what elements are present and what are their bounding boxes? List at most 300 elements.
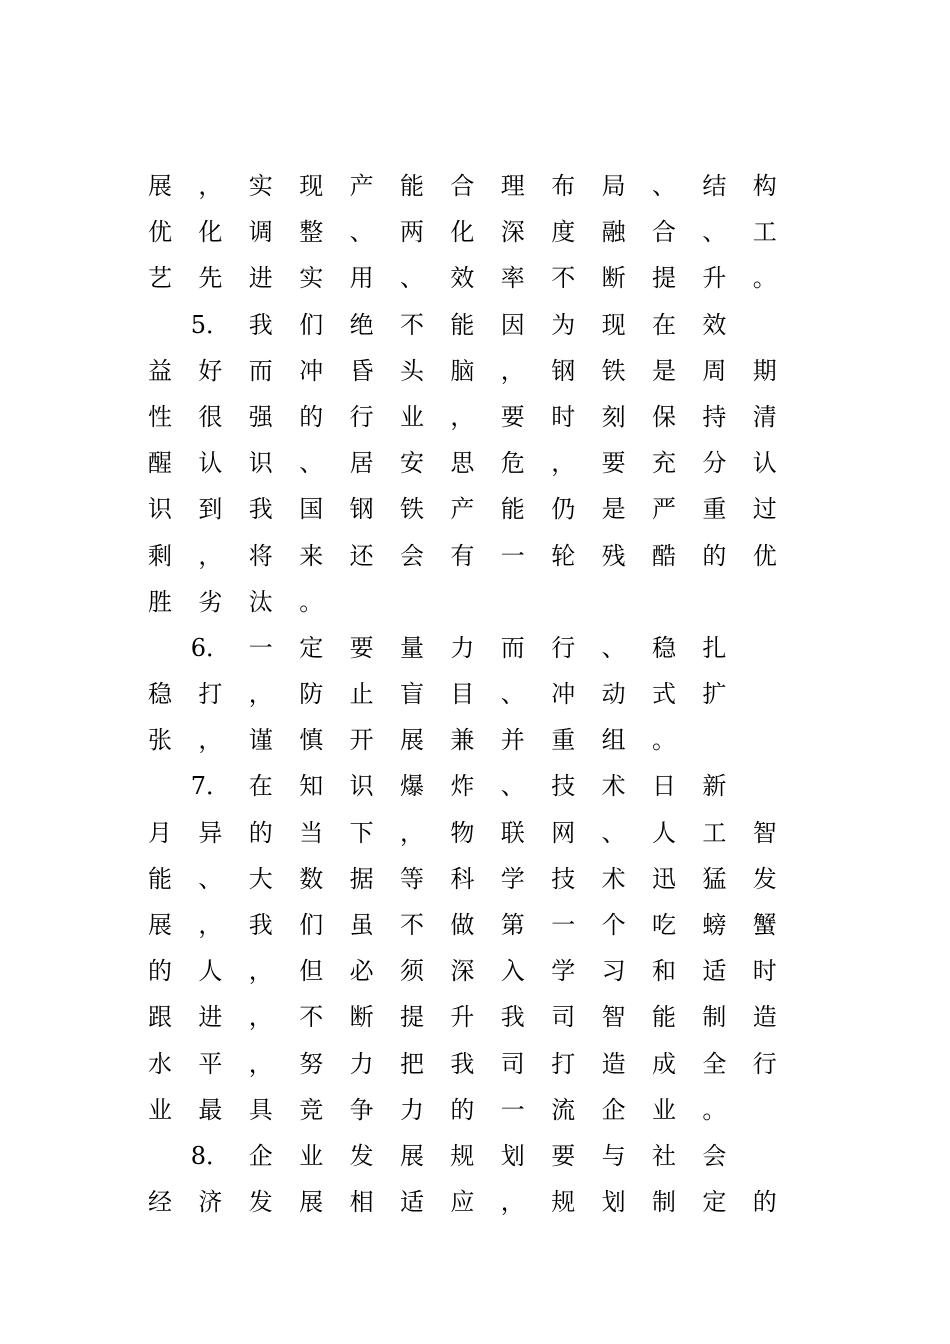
- text-char: 工: [752, 218, 777, 247]
- text-char: 钢: [349, 495, 374, 524]
- text-char: 7．: [190, 772, 231, 801]
- text-char: 、: [400, 264, 424, 293]
- text-char: 局: [601, 172, 626, 200]
- text-char: 个: [601, 911, 626, 939]
- text-char: 联: [500, 818, 525, 847]
- text-char: 必: [349, 957, 374, 986]
- text-char: 展: [400, 1141, 424, 1170]
- text-char: 效: [450, 264, 475, 293]
- text-char: ，: [500, 356, 525, 385]
- text-char: 要: [601, 449, 626, 478]
- text-char: 胜: [148, 587, 172, 616]
- text-char: 相: [349, 1188, 374, 1217]
- text-char: 张: [148, 726, 172, 755]
- text-line: [0, 394, 950, 440]
- text-char: 慎: [299, 726, 324, 755]
- text-char: 数: [299, 864, 324, 893]
- text-char: 不: [299, 1003, 324, 1032]
- text-char: 优: [148, 218, 172, 247]
- text-char: 不: [400, 911, 424, 939]
- text-char: ，: [248, 1049, 273, 1078]
- body-text: [0, 163, 950, 1225]
- text-line: [0, 209, 950, 255]
- text-line: [0, 1133, 950, 1179]
- text-char: 司: [551, 1003, 576, 1032]
- text-char: 很: [198, 402, 223, 431]
- text-char: 充: [652, 449, 676, 478]
- text-char: 到: [198, 495, 223, 524]
- text-char: 与: [601, 1141, 626, 1170]
- text-char: 新: [702, 772, 727, 801]
- text-char: 展: [148, 172, 172, 200]
- text-char: 网: [551, 818, 576, 847]
- text-char: 术: [601, 864, 626, 893]
- text-char: 业: [148, 1095, 172, 1124]
- text-char: 据: [349, 864, 374, 893]
- text-char: 因: [500, 310, 525, 339]
- text-line: [0, 994, 950, 1040]
- text-char: 社: [652, 1141, 676, 1170]
- text-char: 。: [652, 726, 676, 755]
- text-char: 率: [500, 264, 525, 293]
- text-char: 调: [248, 218, 273, 247]
- text-char: 目: [450, 680, 475, 709]
- text-char: 划: [601, 1188, 626, 1217]
- text-char: ，: [248, 957, 273, 986]
- text-char: 、: [652, 172, 676, 200]
- text-char: 过: [752, 495, 777, 524]
- text-char: 强: [248, 402, 273, 431]
- text-char: 制: [652, 1188, 676, 1217]
- text-line: [0, 348, 950, 394]
- text-char: 第: [500, 911, 525, 939]
- text-char: 而: [248, 356, 273, 385]
- text-char: 。: [299, 587, 324, 616]
- text-char: 残: [601, 541, 626, 570]
- text-char: 科: [450, 864, 475, 893]
- text-char: 进: [248, 264, 273, 293]
- text-char: 定: [702, 1188, 727, 1217]
- text-char: 好: [198, 356, 223, 385]
- text-char: 能: [652, 1003, 676, 1032]
- text-char: 产: [450, 495, 475, 524]
- text-char: 们: [299, 310, 324, 339]
- text-line: [0, 1179, 950, 1225]
- text-char: 提: [400, 1003, 424, 1032]
- text-char: 展: [299, 1188, 324, 1217]
- text-char: ，: [450, 402, 475, 431]
- text-char: 不: [400, 310, 424, 339]
- text-char: 学: [500, 864, 525, 893]
- text-char: 要: [349, 633, 374, 662]
- text-char: 合: [652, 218, 676, 247]
- text-char: 造: [752, 1003, 777, 1032]
- text-char: 两: [400, 218, 424, 247]
- text-line: [0, 255, 950, 301]
- text-char: 行: [752, 1049, 777, 1078]
- text-char: 的: [248, 818, 273, 847]
- text-char: 深: [500, 218, 525, 247]
- text-char: 最: [198, 1095, 223, 1124]
- text-char: 日: [652, 772, 676, 801]
- text-char: 、: [702, 218, 727, 247]
- text-char: 8．: [190, 1141, 231, 1170]
- text-char: 升: [702, 264, 727, 293]
- text-char: 在: [652, 310, 676, 339]
- text-char: 提: [652, 264, 676, 293]
- text-char: 效: [702, 310, 727, 339]
- text-char: 、: [349, 218, 374, 247]
- text-char: 、: [500, 772, 525, 801]
- text-char: ，: [500, 1188, 525, 1217]
- text-char: 打: [198, 680, 223, 709]
- text-char: 、: [500, 680, 525, 709]
- text-char: 合: [450, 172, 475, 200]
- text-char: 炸: [450, 772, 475, 801]
- text-char: 的: [450, 1095, 475, 1124]
- text-char: 止: [349, 680, 374, 709]
- text-line: [0, 579, 950, 625]
- text-char: 异: [198, 818, 223, 847]
- text-char: 式: [652, 680, 676, 709]
- text-char: 有: [450, 541, 475, 570]
- text-char: 布: [551, 172, 576, 200]
- text-char: 认: [752, 449, 777, 478]
- text-char: 钢: [551, 356, 576, 385]
- text-line: [0, 533, 950, 579]
- text-char: 能: [148, 864, 172, 893]
- text-char: 思: [450, 449, 475, 478]
- text-char: 要: [551, 1141, 576, 1170]
- text-char: 保: [652, 402, 676, 431]
- text-char: 我: [248, 495, 273, 524]
- text-char: 不: [551, 264, 576, 293]
- text-char: 清: [752, 402, 777, 431]
- text-char: 力: [349, 1049, 374, 1078]
- text-line: [0, 625, 950, 671]
- text-char: 猛: [702, 864, 727, 893]
- text-char: 时: [752, 957, 777, 986]
- text-char: 当: [299, 818, 324, 847]
- text-char: ，: [198, 911, 223, 939]
- text-char: 安: [400, 449, 424, 478]
- text-line: [0, 1087, 950, 1133]
- text-char: 劣: [198, 587, 223, 616]
- text-char: 行: [551, 633, 576, 662]
- text-char: 组: [601, 726, 626, 755]
- text-char: 跟: [148, 1003, 172, 1032]
- text-line: [0, 856, 950, 902]
- text-char: 、: [299, 449, 324, 478]
- text-char: 司: [500, 1049, 525, 1078]
- text-char: 大: [248, 864, 273, 893]
- text-char: 经: [148, 1188, 172, 1217]
- text-char: 艺: [148, 264, 172, 293]
- text-char: 识: [248, 449, 273, 478]
- text-char: 冲: [551, 680, 576, 709]
- text-char: 严: [652, 495, 676, 524]
- text-line: [0, 902, 950, 948]
- text-char: ，: [198, 541, 223, 570]
- text-line: [0, 440, 950, 486]
- text-char: 益: [148, 356, 172, 385]
- text-char: 融: [601, 218, 626, 247]
- text-char: 醒: [148, 449, 172, 478]
- text-char: 打: [551, 1049, 576, 1078]
- text-char: 剩: [148, 541, 172, 570]
- text-char: 产: [349, 172, 374, 200]
- text-char: 成: [652, 1049, 676, 1078]
- text-char: 是: [652, 356, 676, 385]
- text-char: 期: [752, 356, 777, 385]
- text-char: 进: [198, 1003, 223, 1032]
- text-line: [0, 486, 950, 532]
- text-char: 人: [652, 818, 676, 847]
- text-char: 吃: [652, 911, 676, 939]
- text-char: 爆: [400, 772, 424, 801]
- text-char: 业: [299, 1141, 324, 1170]
- text-char: 会: [400, 541, 424, 570]
- text-char: 结: [702, 172, 727, 200]
- text-char: 现: [299, 172, 324, 200]
- text-char: ，: [400, 818, 424, 847]
- text-char: 业: [652, 1095, 676, 1124]
- text-char: 能: [500, 495, 525, 524]
- text-char: 稳: [652, 633, 676, 662]
- text-char: 铁: [601, 356, 626, 385]
- text-char: 技: [551, 772, 576, 801]
- text-char: 技: [551, 864, 576, 893]
- text-char: 须: [400, 957, 424, 986]
- text-char: 5．: [190, 310, 231, 339]
- text-char: 刻: [601, 402, 626, 431]
- text-char: 用: [349, 264, 374, 293]
- text-char: 并: [500, 726, 525, 755]
- text-line: [0, 717, 950, 763]
- text-char: 一: [500, 541, 525, 570]
- text-char: 业: [400, 402, 424, 431]
- text-char: 规: [450, 1141, 475, 1170]
- text-char: ，: [551, 449, 576, 478]
- text-char: 蟹: [752, 911, 777, 939]
- text-char: 发: [349, 1141, 374, 1170]
- text-char: 具: [248, 1095, 273, 1124]
- text-char: 全: [702, 1049, 727, 1078]
- text-char: 适: [702, 957, 727, 986]
- text-char: 防: [299, 680, 324, 709]
- text-char: 知: [299, 772, 324, 801]
- text-char: 整: [299, 218, 324, 247]
- text-char: 、: [601, 818, 626, 847]
- text-char: 水: [148, 1049, 172, 1078]
- text-char: 化: [198, 218, 223, 247]
- text-line: [0, 810, 950, 856]
- text-char: 头: [400, 356, 424, 385]
- text-char: 酷: [652, 541, 676, 570]
- text-char: 工: [702, 818, 727, 847]
- text-char: 虽: [349, 911, 374, 939]
- text-char: 定: [299, 633, 324, 662]
- text-char: 周: [702, 356, 727, 385]
- text-char: 重: [551, 726, 576, 755]
- text-char: 智: [601, 1003, 626, 1032]
- text-char: 平: [198, 1049, 223, 1078]
- text-char: 先: [198, 264, 223, 293]
- text-char: 汰: [248, 587, 273, 616]
- text-char: 盲: [400, 680, 424, 709]
- text-char: 展: [148, 911, 172, 939]
- text-char: 流: [551, 1095, 576, 1124]
- text-line: [0, 763, 950, 809]
- text-char: 发: [248, 1188, 273, 1217]
- text-char: 和: [652, 957, 676, 986]
- text-line: [0, 948, 950, 994]
- text-char: 能: [450, 310, 475, 339]
- text-char: 铁: [400, 495, 424, 524]
- text-char: 一: [248, 633, 273, 662]
- text-char: 分: [702, 449, 727, 478]
- text-char: 力: [400, 1095, 424, 1124]
- text-char: 性: [148, 402, 172, 431]
- text-char: ，: [248, 1003, 273, 1032]
- text-char: 月: [148, 818, 172, 847]
- text-char: 物: [450, 818, 475, 847]
- text-line: [0, 671, 950, 717]
- text-char: 扎: [702, 633, 727, 662]
- text-char: 术: [601, 772, 626, 801]
- text-char: 、: [198, 864, 223, 893]
- text-char: 的: [702, 541, 727, 570]
- text-line: [0, 1041, 950, 1087]
- text-char: 我: [248, 911, 273, 939]
- text-char: 应: [450, 1188, 475, 1217]
- text-char: 划: [500, 1141, 525, 1170]
- text-char: 们: [299, 911, 324, 939]
- text-char: 现: [601, 310, 626, 339]
- text-char: 理: [500, 172, 525, 200]
- text-char: 习: [601, 957, 626, 986]
- text-char: 扩: [702, 680, 727, 709]
- text-char: ，: [198, 172, 223, 200]
- text-char: 济: [198, 1188, 223, 1217]
- text-char: 动: [601, 680, 626, 709]
- text-char: ，: [198, 726, 223, 755]
- text-char: 一: [551, 911, 576, 939]
- text-char: 迅: [652, 864, 676, 893]
- text-char: 断: [601, 264, 626, 293]
- text-char: 争: [349, 1095, 374, 1124]
- text-char: 行: [349, 402, 374, 431]
- text-char: 企: [248, 1141, 273, 1170]
- text-char: 。: [752, 264, 777, 293]
- text-char: 兼: [450, 726, 475, 755]
- text-char: 展: [400, 726, 424, 755]
- text-char: 谨: [248, 726, 273, 755]
- text-char: 危: [500, 449, 525, 478]
- text-char: 我: [248, 310, 273, 339]
- text-char: 制: [702, 1003, 727, 1032]
- text-char: 努: [299, 1049, 324, 1078]
- text-char: 螃: [702, 911, 727, 939]
- text-char: 时: [551, 402, 576, 431]
- text-char: 还: [349, 541, 374, 570]
- text-char: 。: [702, 1095, 727, 1124]
- text-char: 一: [500, 1095, 525, 1124]
- text-char: 重: [702, 495, 727, 524]
- text-char: 稳: [148, 680, 172, 709]
- text-char: 适: [400, 1188, 424, 1217]
- text-char: 要: [500, 402, 525, 431]
- text-char: 是: [601, 495, 626, 524]
- text-char: 深: [450, 957, 475, 986]
- text-char: 企: [601, 1095, 626, 1124]
- text-char: 竞: [299, 1095, 324, 1124]
- text-char: ，: [248, 680, 273, 709]
- text-char: 将: [248, 541, 273, 570]
- text-char: 我: [450, 1049, 475, 1078]
- text-char: 在: [248, 772, 273, 801]
- text-char: 仍: [551, 495, 576, 524]
- text-char: 升: [450, 1003, 475, 1032]
- text-char: 发: [752, 864, 777, 893]
- text-line: [0, 302, 950, 348]
- text-char: 造: [601, 1049, 626, 1078]
- text-char: 下: [349, 818, 374, 847]
- text-char: 优: [752, 541, 777, 570]
- text-char: 学: [551, 957, 576, 986]
- text-char: 轮: [551, 541, 576, 570]
- text-char: 识: [349, 772, 374, 801]
- text-char: 识: [148, 495, 172, 524]
- text-char: 但: [299, 957, 324, 986]
- text-char: 认: [198, 449, 223, 478]
- text-line: [0, 163, 950, 209]
- text-char: 6．: [190, 633, 231, 662]
- text-char: 来: [299, 541, 324, 570]
- text-char: 的: [299, 402, 324, 431]
- text-char: 人: [198, 957, 223, 986]
- text-char: 断: [349, 1003, 374, 1032]
- text-char: 为: [551, 310, 576, 339]
- text-char: 规: [551, 1188, 576, 1217]
- text-char: 、: [601, 633, 626, 662]
- text-char: 把: [400, 1049, 424, 1078]
- text-char: 会: [702, 1141, 727, 1170]
- text-char: 居: [349, 449, 374, 478]
- text-char: 能: [400, 172, 424, 200]
- text-char: 做: [450, 911, 475, 939]
- text-char: 的: [148, 957, 172, 986]
- text-char: 开: [349, 726, 374, 755]
- text-char: 的: [752, 1188, 777, 1217]
- text-char: 实: [299, 264, 324, 293]
- text-char: 入: [500, 957, 525, 986]
- text-char: 化: [450, 218, 475, 247]
- text-char: 昏: [349, 356, 374, 385]
- text-char: 持: [702, 402, 727, 431]
- text-char: 绝: [349, 310, 374, 339]
- text-char: 冲: [299, 356, 324, 385]
- text-char: 脑: [450, 356, 475, 385]
- text-char: 实: [248, 172, 273, 200]
- text-char: 度: [551, 218, 576, 247]
- text-char: 国: [299, 495, 324, 524]
- text-char: 力: [450, 633, 475, 662]
- text-char: 而: [500, 633, 525, 662]
- text-char: 量: [400, 633, 424, 662]
- text-char: 构: [752, 172, 777, 200]
- text-char: 我: [500, 1003, 525, 1032]
